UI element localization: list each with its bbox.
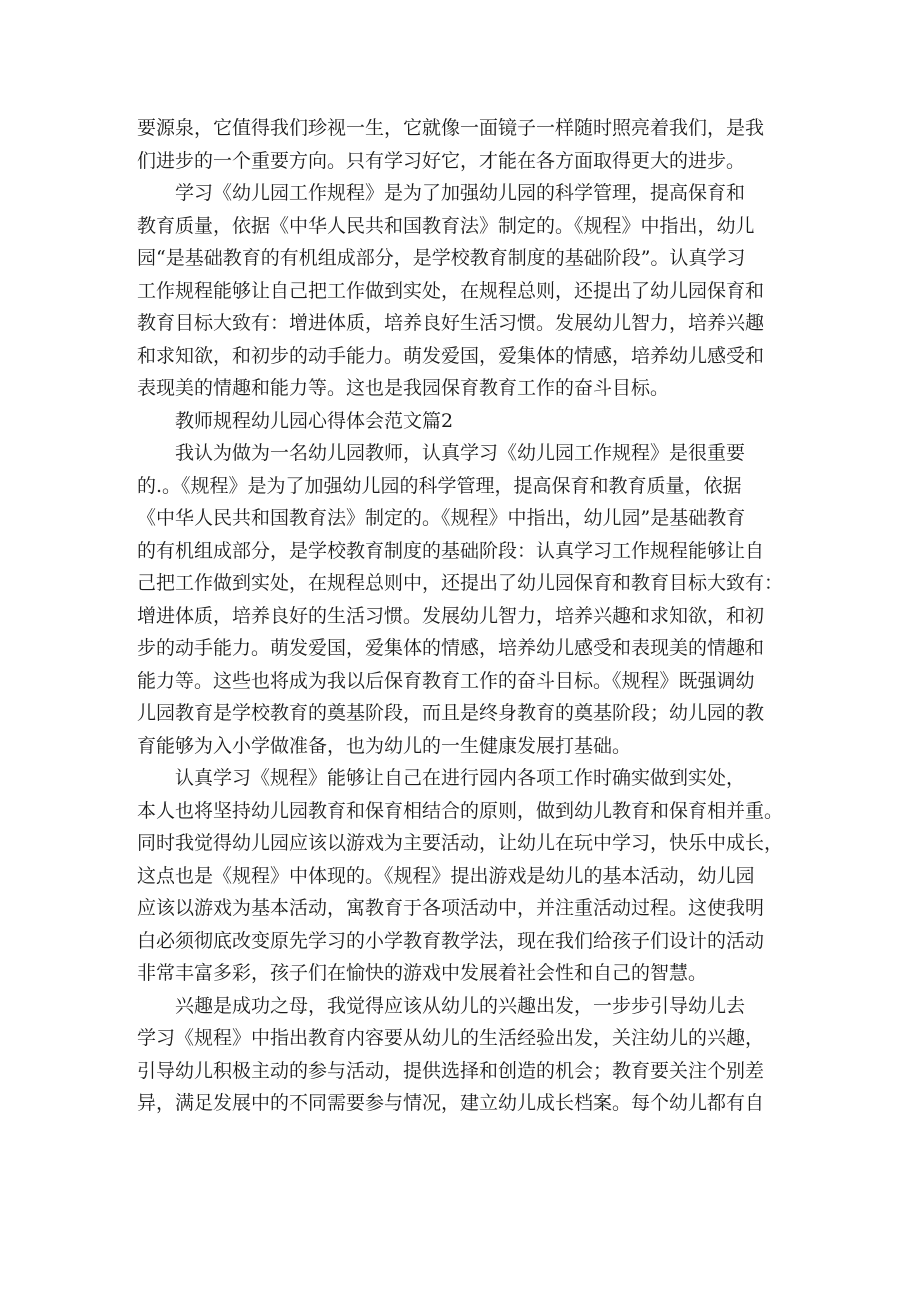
text-line: 的有机组成部分，是学校教育制度的基础阶段：认真学习工作规程能够让自 bbox=[137, 539, 765, 562]
text-line: 白必须彻底改变原先学习的小学教育教学法，现在我们给孩子们设计的活动 bbox=[137, 929, 765, 952]
text-line: 园“是基础教育的有机组成部分，是学校教育制度的基础阶段”。认真学习 bbox=[137, 247, 746, 269]
text-line: 学习《规程》中指出教育内容要从幼儿的生活经验出发，关注幼儿的兴趣， bbox=[137, 1027, 765, 1049]
text-line: 学习《幼儿园工作规程》是为了加强幼儿园的科学管理，提高保育和 bbox=[175, 182, 746, 204]
document-body bbox=[137, 112, 805, 1120]
text-line: 引导幼儿积极主动的参与活动，提供选择和创造的机会；教育要关注个别差 bbox=[137, 1059, 765, 1082]
text-line: 要源泉，它值得我们珍视一生，它就像一面镜子一样随时照亮着我们，是我 bbox=[137, 117, 765, 139]
text-line: 认真学习《规程》能够让自己在进行园内各项工作时确实做到实处， bbox=[175, 767, 746, 789]
text-line: 非常丰富多彩，孩子们在愉快的游戏中发展着社会性和自己的智慧。 bbox=[137, 962, 708, 984]
text-line: 教师规程幼儿园心得体会范文篇2 bbox=[175, 409, 454, 432]
text-line: 教育质量，依据《中华人民共和国教育法》制定的。《规程》中指出，幼儿 bbox=[137, 214, 755, 237]
text-line: 的.。《规程》是为了加强幼儿园的科学管理，提高保育和教育质量，依据 bbox=[137, 474, 742, 497]
text-line: 能力等。这些也将成为我以后保育教育工作的奋斗目标。《规程》既强调幼 bbox=[137, 669, 755, 692]
text-line: 应该以游戏为基本活动，寓教育于各项活动中，并注重活动过程。这使我明 bbox=[137, 897, 765, 919]
text-line: 己把工作做到实处，在规程总则中，还提出了幼儿园保育和教育目标大致有： bbox=[137, 572, 784, 594]
text-line: 育能够为入小学做准备，也为幼儿的一生健康发展打基础。 bbox=[137, 734, 632, 757]
text-line: 工作规程能够让自己把工作做到实处，在规程总则，还提出了幼儿园保育和 bbox=[137, 279, 765, 302]
text-line: 教育目标大致有：增进体质，培养良好生活习惯。发展幼儿智力，培养兴趣 bbox=[137, 312, 765, 334]
text-line: 同时我觉得幼儿园应该以游戏为主要活动，让幼儿在玩中学习，快乐中成长， bbox=[137, 832, 784, 854]
text-line: 我认为做为一名幼儿园教师，认真学习《幼儿园工作规程》是很重要 bbox=[175, 442, 746, 464]
text-line: 异，满足发展中的不同需要参与情况，建立幼儿成长档案。每个幼儿都有自 bbox=[137, 1092, 765, 1114]
text-line: 兴趣是成功之母，我觉得应该从幼儿的兴趣出发，一步步引导幼儿去 bbox=[175, 994, 746, 1017]
text-line: 《中华人民共和国教育法》制定的。《规程》中指出，幼儿园”是基础教育 bbox=[137, 507, 746, 529]
text-line: 和求知欲，和初步的动手能力。萌发爱国，爱集体的情感，培养幼儿感受和 bbox=[137, 344, 765, 367]
text-line: 增进体质，培养良好的生活习惯。发展幼儿智力，培养兴趣和求知欲，和初 bbox=[137, 604, 765, 627]
text-line: 们进步的一个重要方向。只有学习好它，才能在各方面取得更大的进步。 bbox=[137, 149, 746, 172]
text-line: 步的动手能力。萌发爱国，爱集体的情感，培养幼儿感受和表现美的情趣和 bbox=[137, 637, 765, 659]
text-line: 表现美的情趣和能力等。这也是我园保育教育工作的奋斗目标。 bbox=[137, 377, 670, 399]
text-line: 本人也将坚持幼儿园教育和保育相结合的原则，做到幼儿教育和保育相并重。 bbox=[137, 799, 784, 822]
text-line: 这点也是《规程》中体现的。《规程》提出游戏是幼儿的基本活动，幼儿园 bbox=[137, 864, 755, 887]
text-line: 儿园教育是学校教育的奠基阶段，而且是终身教育的奠基阶段；幼儿园的教 bbox=[137, 702, 765, 724]
